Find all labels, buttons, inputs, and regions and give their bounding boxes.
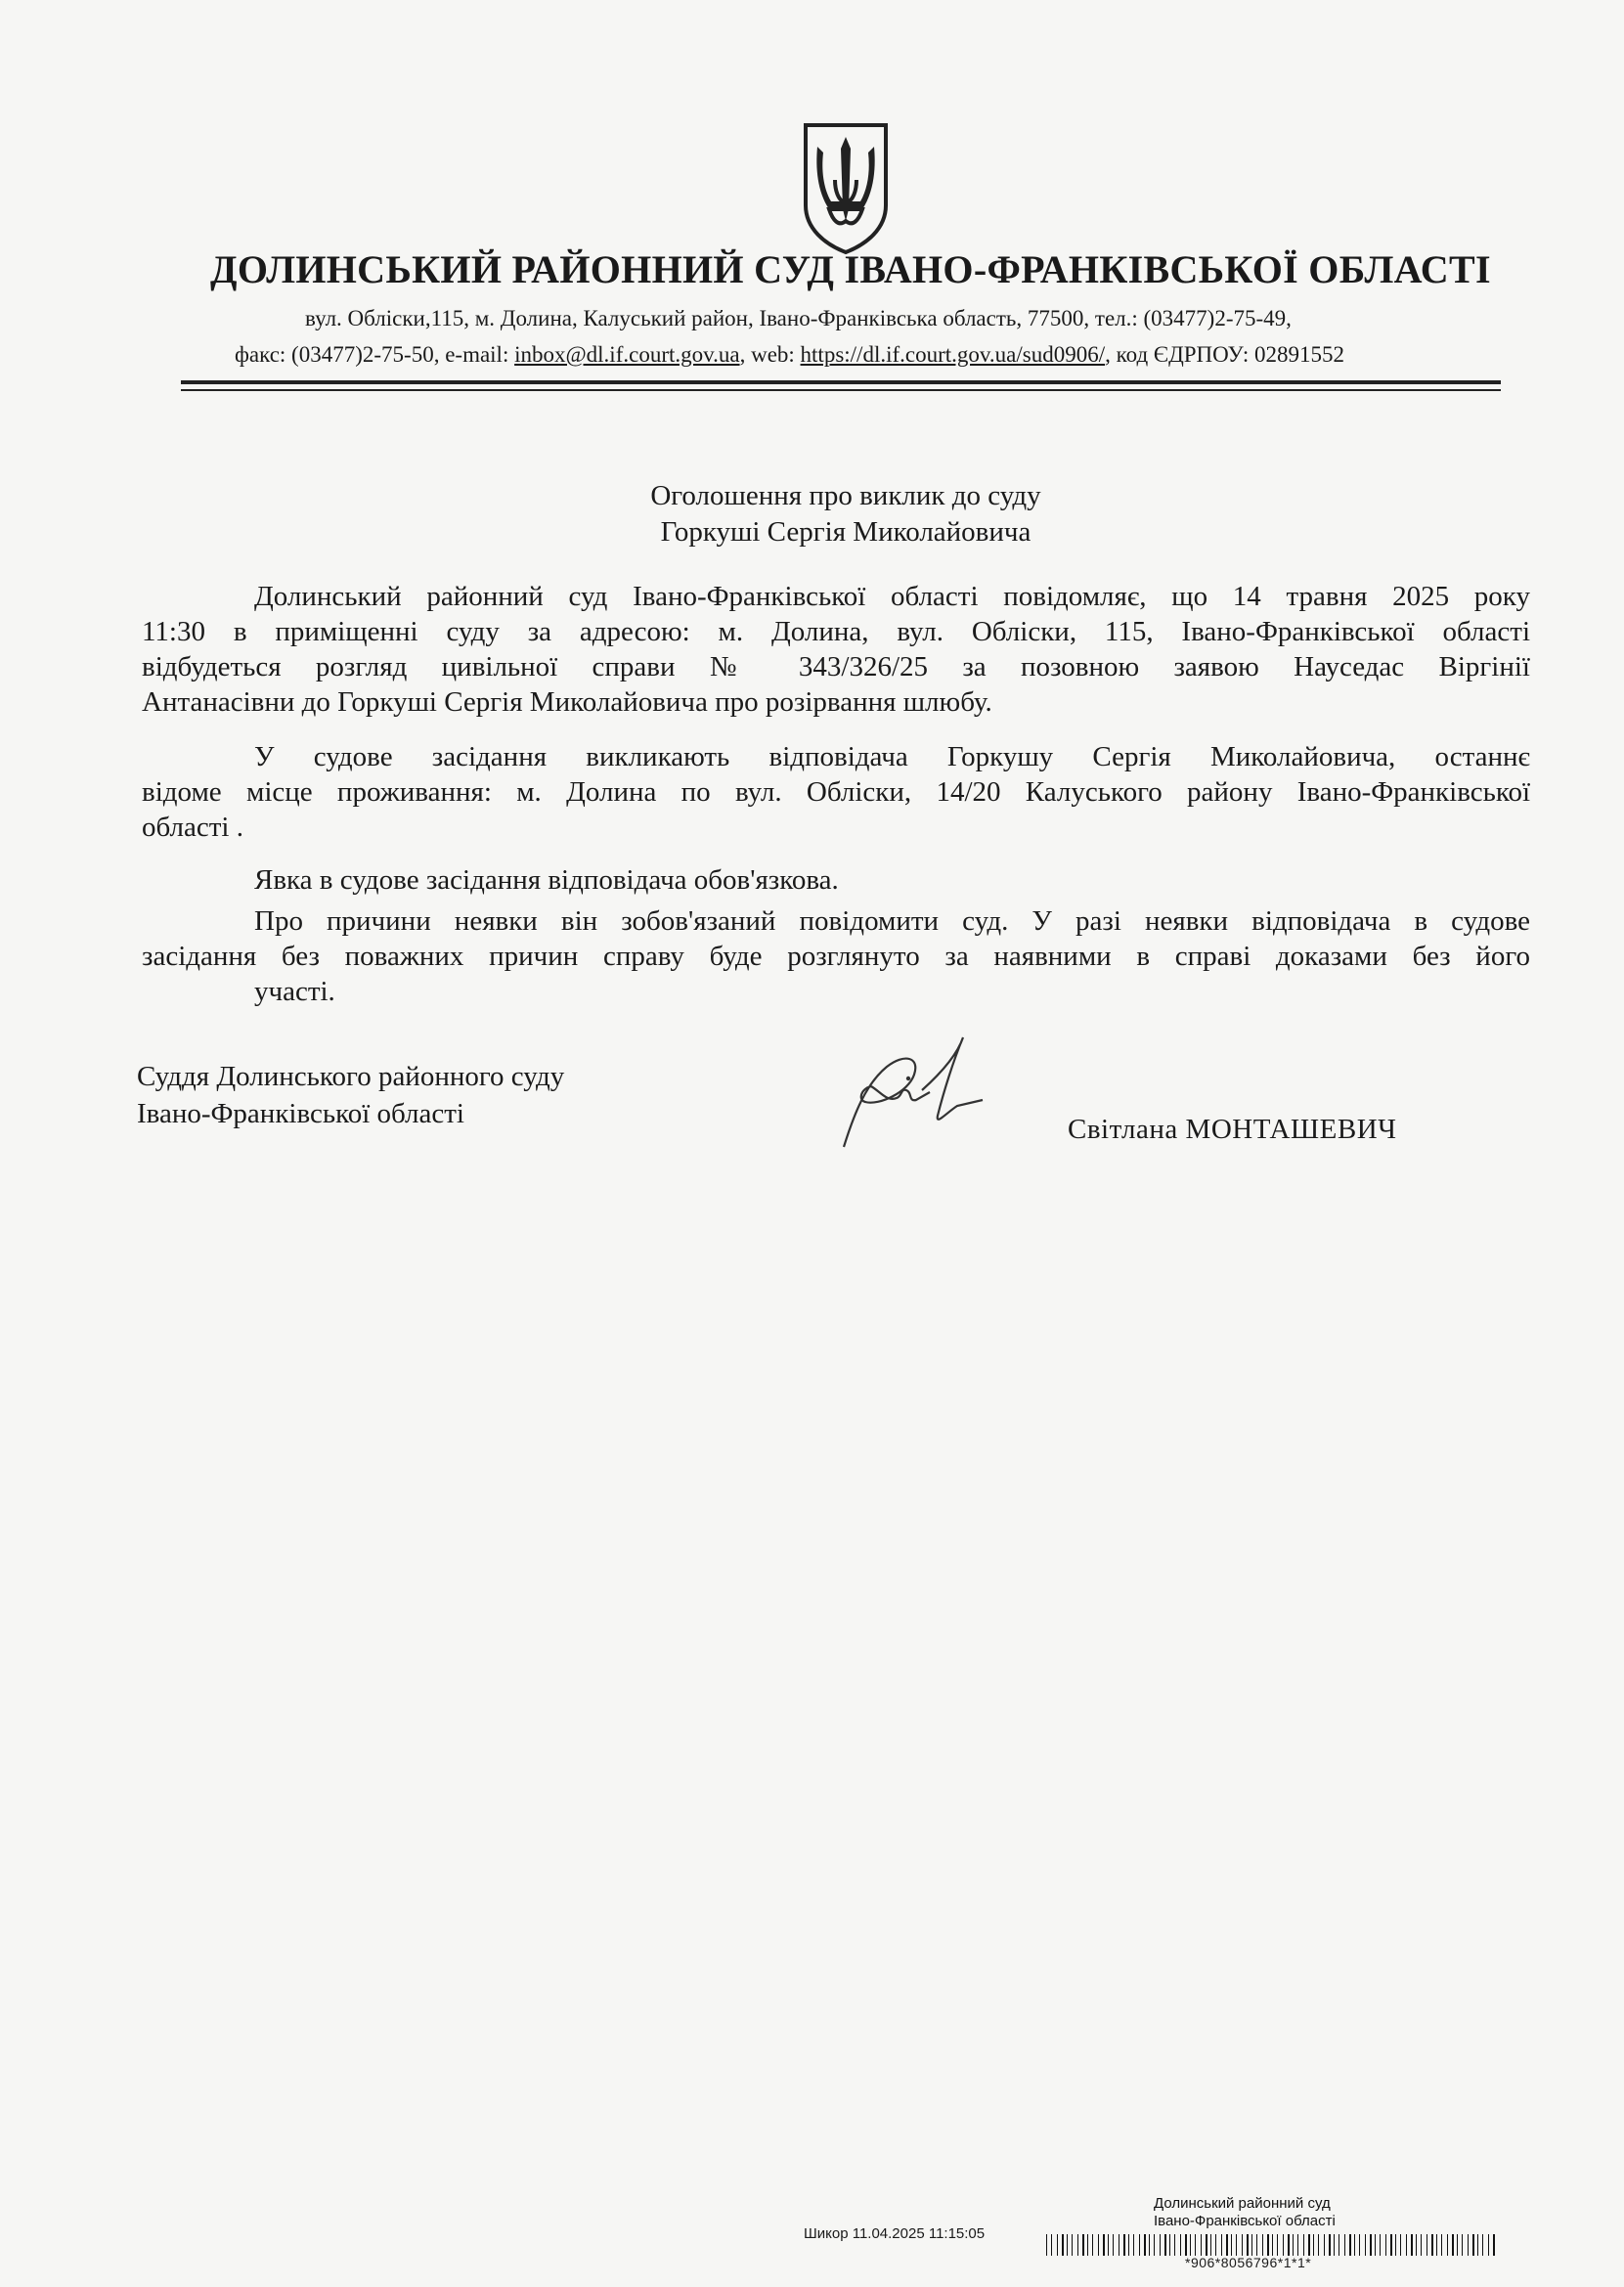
court-contacts xyxy=(235,342,1344,368)
barcode-number: *906*8056796*1*1* xyxy=(1185,2255,1312,2270)
text-line: Долинський районний суд Івано-Франківської області повідомляє, що 14 травня 2025 року xyxy=(254,581,1530,612)
stamp-court-line: Івано-Франківської області xyxy=(1154,2213,1336,2229)
scan-info: Шикор 11.04.2025 11:15:05 xyxy=(804,2225,986,2242)
barcode xyxy=(1046,2234,1496,2256)
paragraph-summons xyxy=(142,739,1530,845)
handwritten-signature xyxy=(836,1032,1012,1159)
email-link[interactable]: inbox@dl.if.court.gov.ua xyxy=(514,342,740,367)
text-line: Про причини неявки він зобов'язаний повідомити суд. У разі неявки відповідача в судове xyxy=(254,905,1530,937)
text-line: відбудеться розгляд цивільної справи № 343/326/25 за позовною заявою Науседас Віргінії xyxy=(142,651,1530,682)
court-address: вул. Обліски,115, м. Долина, Калуський район, Івано-Франківська область, 77500, тел.: (03477)2-75-49, xyxy=(305,306,1292,330)
text-line: відоме місце проживання: м. Долина по вул. Обліски, 14/20 Калуського району Івано-Франківської xyxy=(142,776,1530,808)
stamp-court-line: Долинський районний суд xyxy=(1154,2195,1331,2212)
text-line: У судове засідання викликають відповідача Горкушу Сергія Миколайовича, останнє xyxy=(254,741,1530,772)
text-line: Антанасівни до Горкуші Сергія Миколайовича про розірвання шлюбу. xyxy=(142,686,992,718)
paragraph-hearing xyxy=(142,579,1530,720)
edrpou-code: , код ЄДРПОУ: 02891552 xyxy=(1105,342,1345,367)
trident-emblem-icon xyxy=(800,119,892,256)
notice-subject: Горкуші Сергія Миколайовича xyxy=(660,516,1031,548)
judge-position-line: Івано-Франківської області xyxy=(137,1098,464,1129)
text-line: участі. xyxy=(254,976,335,1007)
registry-stamp xyxy=(1154,2195,1336,2230)
court-name: ДОЛИНСЬКИЙ РАЙОННИЙ СУД ІВАНО-ФРАНКІВСЬКОЇ ОБЛАСТІ xyxy=(210,247,1491,291)
text-line: 11:30 в приміщенні суду за адресою: м. Долина, вул. Обліски, 115, Івано-Франківської області xyxy=(142,616,1530,647)
header-divider-thin xyxy=(181,389,1501,391)
text-line: області . xyxy=(142,812,243,843)
website-link[interactable]: https://dl.if.court.gov.ua/sud0906/ xyxy=(800,342,1106,367)
fax-label: факс: (03477)2-75-50, e-mail: xyxy=(235,342,515,367)
header-divider xyxy=(181,380,1501,384)
text-line: засідання без поважних причин справу буде розглянуто за наявними в справі доказами без його xyxy=(142,941,1530,972)
judge-position-line: Суддя Долинського районного суду xyxy=(137,1061,565,1092)
notice-title: Оголошення про виклик до суду xyxy=(650,480,1041,511)
paragraph-attendance xyxy=(142,862,1530,898)
judge-position xyxy=(137,1058,564,1132)
web-label: , web: xyxy=(739,342,801,367)
judge-name: Світлана МОНТАШЕВИЧ xyxy=(1068,1114,1397,1145)
text-line: Явка в судове засідання відповідача обов'язкова. xyxy=(254,864,839,896)
paragraph-absence xyxy=(142,903,1530,1009)
